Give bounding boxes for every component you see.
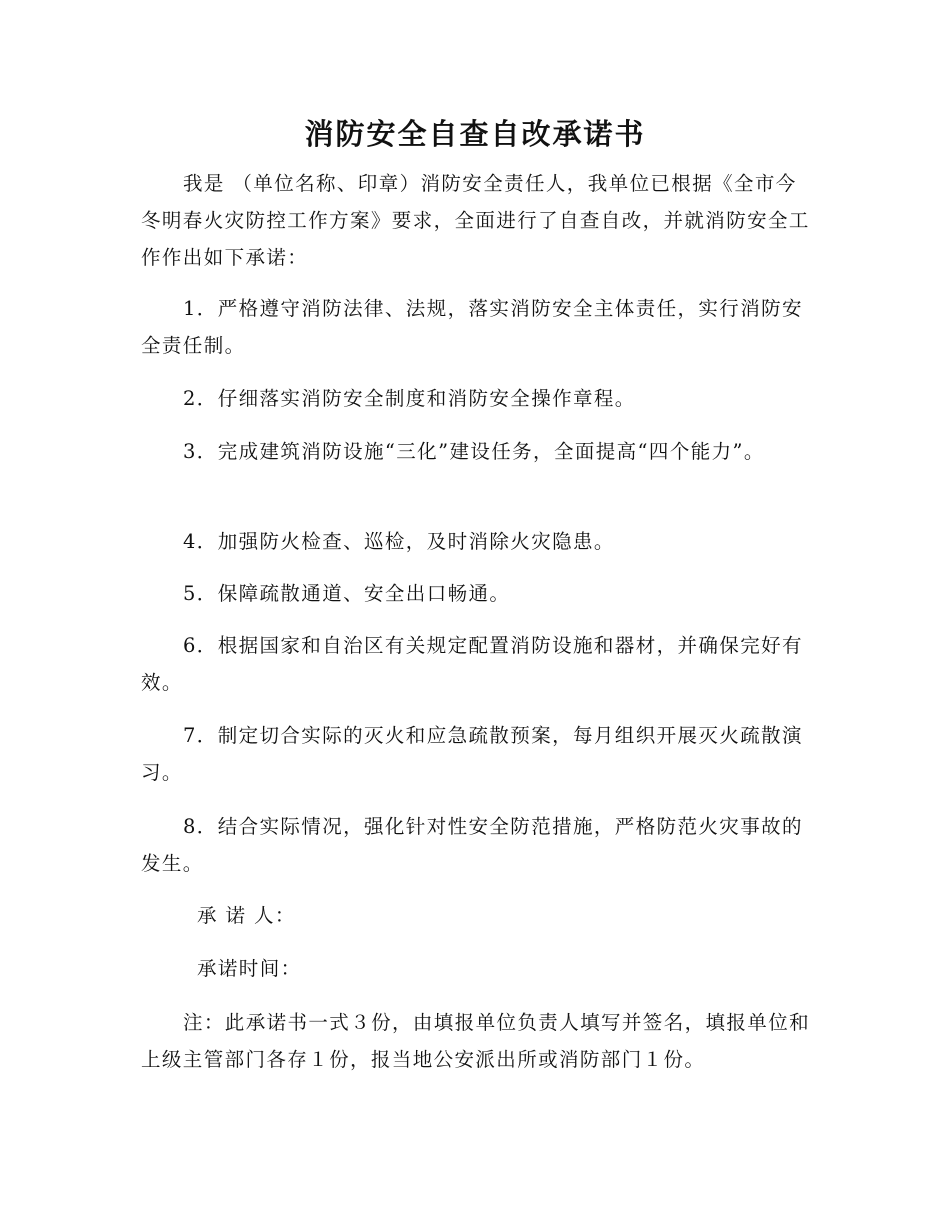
commitment-item-4: 4．加强防火检查、巡检，及时消除火灾隐患。 bbox=[183, 530, 615, 553]
commitment-item-8: 8．结合实际情况，强化针对性安全防范措施，严格防范火灾事故的发生。 bbox=[141, 815, 803, 875]
commitment-item-1: 1．严格遵守消防法律、法规，落实消防安全主体责任，实行消防安全责任制。 bbox=[141, 297, 803, 357]
intro-paragraph: 我是 （单位名称、印章）消防安全责任人，我单位已根据《全市今冬明春火灾防控工作方案》要求，全面进行了自查自改，并就消防安全工作作出如下承诺： bbox=[141, 172, 810, 269]
commitment-item-6: 6．根据国家和自治区有关规定配置消防设施和器材，并确保完好有效。 bbox=[141, 634, 803, 694]
commitment-item-3: 3．完成建筑消防设施“三化”建设任务，全面提高“四个能力”。 bbox=[183, 440, 765, 463]
signer-label: 承 诺 人： bbox=[197, 904, 296, 927]
commitment-item-5: 5．保障疏散通道、安全出口畅通。 bbox=[183, 582, 511, 605]
document-title: 消防安全自查自改承诺书 bbox=[304, 117, 646, 151]
commitment-item-2: 2．仔细落实消防安全制度和消防安全操作章程。 bbox=[183, 387, 636, 410]
commitment-item-7: 7．制定切合实际的灭火和应急疏散预案，每月组织开展灭火疏散演习。 bbox=[141, 724, 803, 784]
note-paragraph: 注：此承诺书一式３份，由填报单位负责人填写并签名，填报单位和上级主管部门各存１份，报当地公安派出所或消防部门１份。 bbox=[141, 1011, 811, 1071]
date-label: 承诺时间： bbox=[197, 957, 302, 980]
